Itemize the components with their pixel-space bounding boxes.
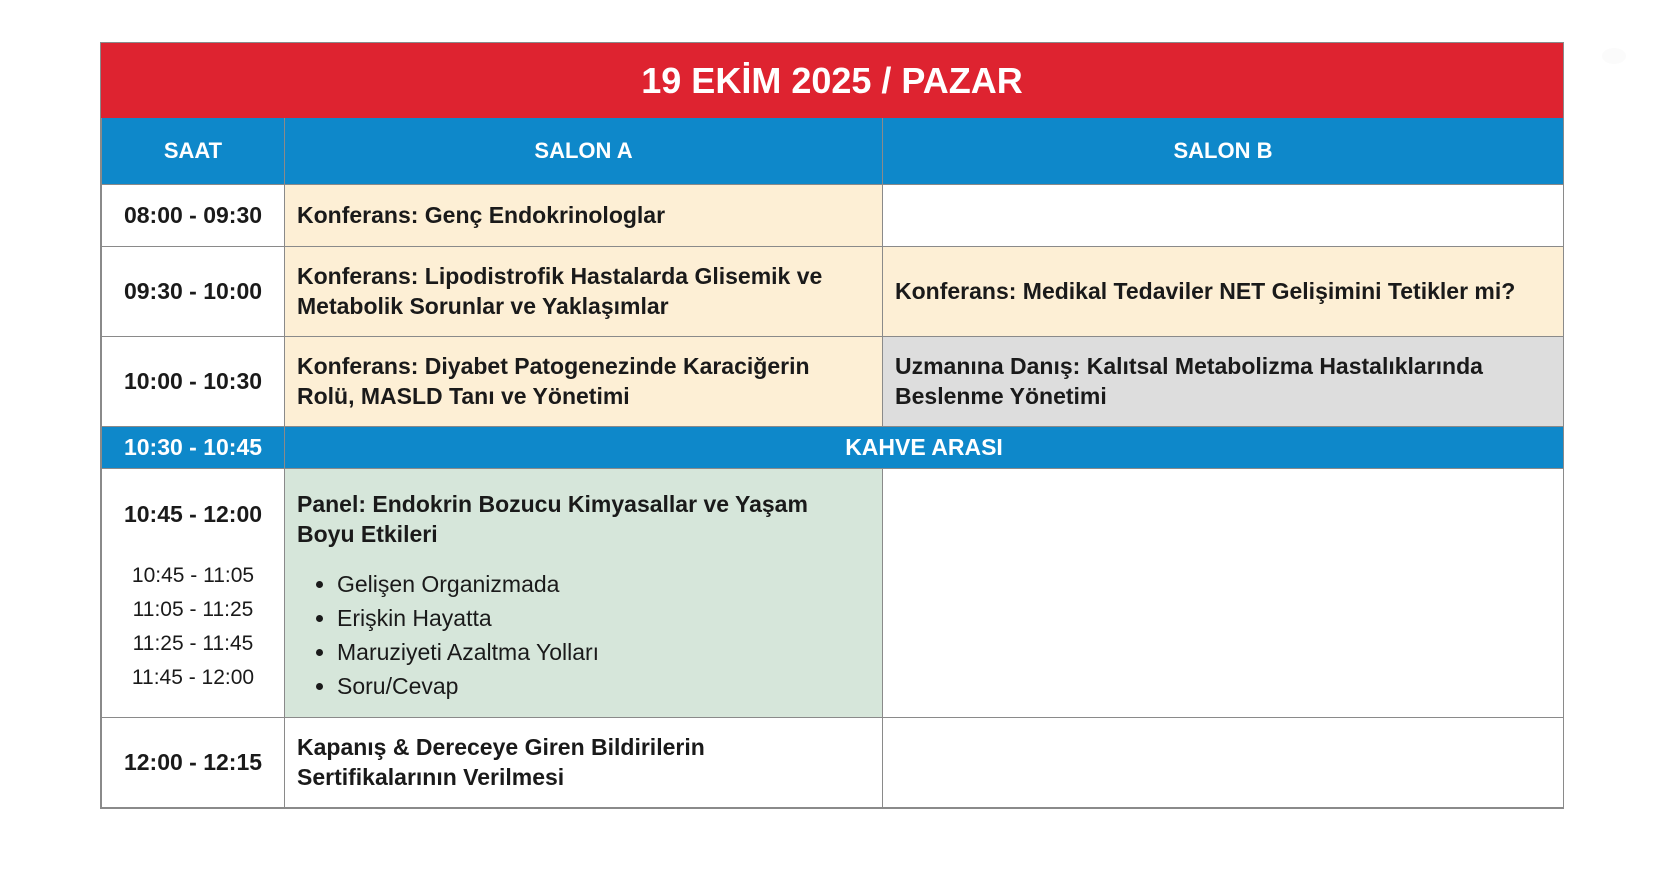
time-slot: 08:00 - 09:30 <box>102 184 285 246</box>
column-header-salon-b: SALON B <box>883 118 1564 184</box>
salon-b-session: Konferans: Medikal Tedaviler NET Gelişimini Tetikler mi? <box>883 246 1564 336</box>
salon-b-session: Uzmanına Danış: Kalıtsal Metabolizma Hastalıklarında Beslenme Yönetimi <box>883 336 1564 426</box>
subtime: 11:05 - 11:25 <box>132 597 254 621</box>
salon-a-session: Konferans: Lipodistrofik Hastalarda Glisemik ve Metabolik Sorunlar ve Yaklaşımlar <box>285 246 883 336</box>
time-slot: 10:00 - 10:30 <box>102 336 285 426</box>
column-header-row <box>102 118 1564 184</box>
panel-time-cell <box>102 468 285 717</box>
closing-session: Kapanış & Dereceye Giren Bildirilerin Sertifikalarının Verilmesi <box>285 717 883 807</box>
coffee-break-row <box>102 426 1564 468</box>
subtime: 11:45 - 12:00 <box>131 665 255 689</box>
salon-b-session-empty <box>883 468 1564 717</box>
corner-decoration <box>1602 48 1626 64</box>
time-slot: 12:00 - 12:15 <box>102 717 285 807</box>
break-time: 10:30 - 10:45 <box>102 426 285 468</box>
salon-a-session: Konferans: Genç Endokrinologlar <box>285 184 883 246</box>
time-slot: 09:30 - 10:00 <box>102 246 285 336</box>
salon-a-session: Konferans: Diyabet Patogenezinde Karaciğerin Rolü, MASLD Tanı ve Yönetimi <box>285 336 883 426</box>
list-item: • Erişkin Hayatta <box>337 601 870 635</box>
list-item: • Maruziyeti Azaltma Yolları <box>337 635 870 669</box>
panel-session <box>285 468 883 717</box>
schedule-table <box>101 118 1564 808</box>
table-row <box>102 184 1564 246</box>
table-row <box>102 246 1564 336</box>
panel-row <box>102 468 1564 717</box>
panel-time: 10:45 - 12:00 <box>123 500 263 527</box>
list-item: • Soru/Cevap <box>337 669 870 703</box>
column-header-salon-a: SALON A <box>285 118 883 184</box>
panel-topic-list <box>297 567 870 703</box>
break-label: KAHVE ARASI <box>285 426 1564 468</box>
subtime: 11:25 - 11:45 <box>132 631 254 655</box>
panel-subtimes <box>132 559 254 695</box>
day-title: 19 EKİM 2025 / PAZAR <box>101 43 1563 118</box>
salon-b-session-empty <box>883 184 1564 246</box>
subtime: 10:45 - 11:05 <box>131 563 255 587</box>
table-row <box>102 717 1564 807</box>
table-row <box>102 336 1564 426</box>
salon-b-session-empty <box>883 717 1564 807</box>
list-item: • Gelişen Organizmada <box>337 567 870 601</box>
column-header-time: SAAT <box>102 118 285 184</box>
schedule-sheet <box>100 42 1564 809</box>
panel-title: Panel: Endokrin Bozucu Kimyasallar ve Yaşam Boyu Etkileri <box>297 490 808 547</box>
